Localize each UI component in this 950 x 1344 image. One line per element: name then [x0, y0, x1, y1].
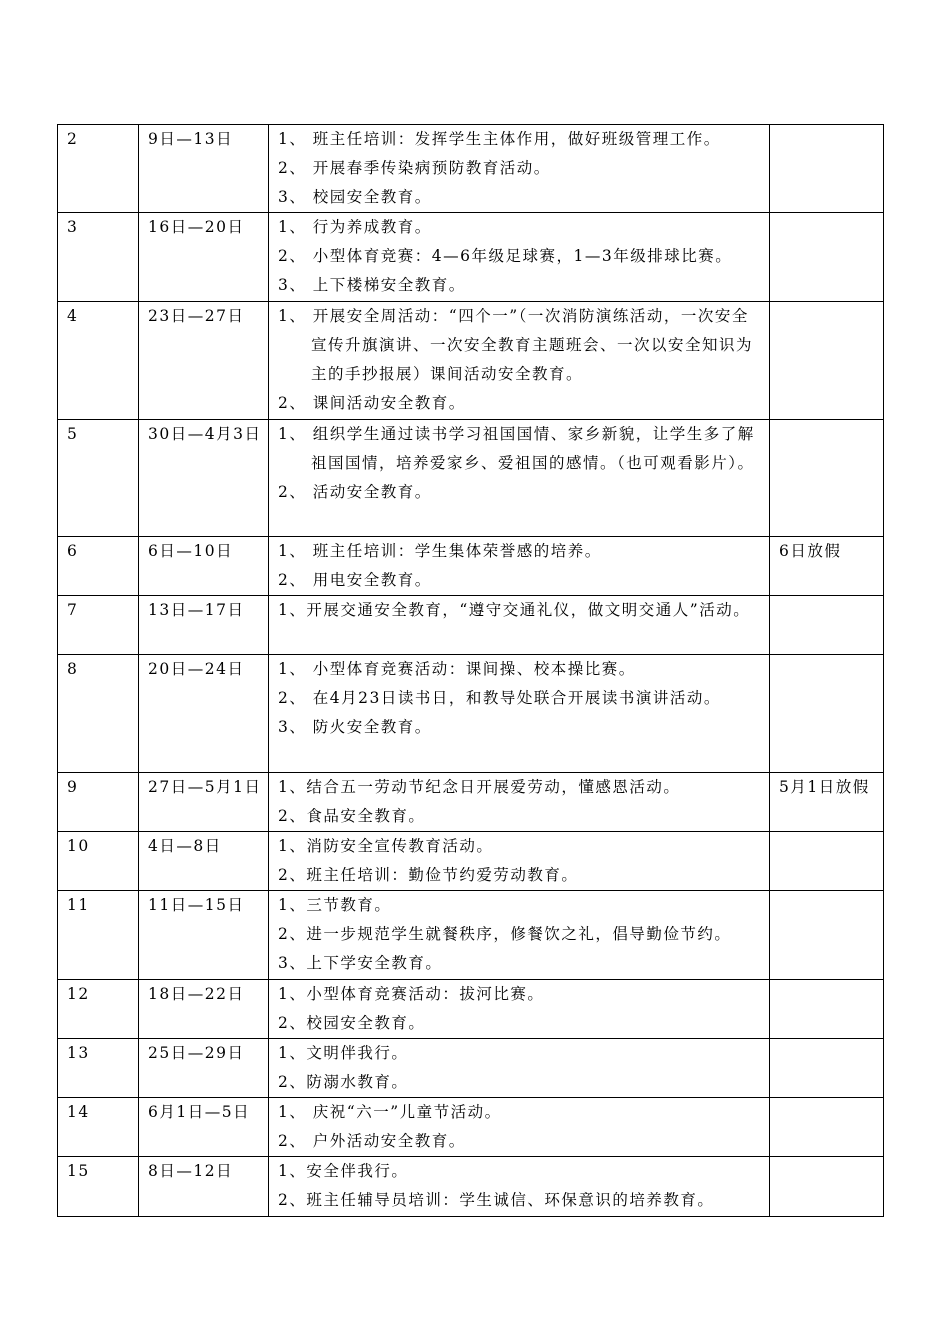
week-cell: 13 — [58, 1039, 139, 1098]
note-cell — [770, 655, 884, 773]
list-item: 2、 开展春季传染病预防教育活动。 — [278, 159, 551, 177]
list-item: 2、 在4月23日读书日，和教导处联合开展读书演讲活动。 — [278, 689, 721, 707]
weekly-plan-table — [57, 124, 884, 1217]
items-cell — [269, 891, 770, 980]
date-cell: 6日—10日 — [139, 537, 269, 596]
note-cell — [770, 832, 884, 891]
table-row — [58, 302, 884, 420]
list-item: 2、班主任辅导员培训：学生诚信、环保意识的培养教育。 — [278, 1191, 715, 1209]
week-cell: 11 — [58, 891, 139, 980]
date-cell: 4日—8日 — [139, 832, 269, 891]
week-cell: 9 — [58, 773, 139, 832]
note-cell — [770, 1157, 884, 1217]
note-cell — [770, 980, 884, 1039]
note-cell — [770, 420, 884, 537]
date-cell: 11日—15日 — [139, 891, 269, 980]
items-cell — [269, 596, 770, 655]
table-row — [58, 980, 884, 1039]
week-cell: 14 — [58, 1098, 139, 1157]
table-row — [58, 537, 884, 596]
items-cell — [269, 537, 770, 596]
list-item: 1、 庆祝“六一”儿童节活动。 — [278, 1103, 502, 1121]
list-item: 1、 开展安全周活动：“四个一”（一次消防演练活动，一次安全宣传升旗演讲、一次安全教育主题班会、一次以安全知识为主的手抄报展）课间活动安全教育。 — [278, 307, 754, 383]
note-cell — [770, 596, 884, 655]
items-cell — [269, 980, 770, 1039]
date-cell: 6月1日—5日 — [139, 1098, 269, 1157]
list-item: 1、文明伴我行。 — [278, 1044, 409, 1062]
list-item: 2、 课间活动安全教育。 — [278, 394, 466, 412]
table-row — [58, 1157, 884, 1217]
list-item: 1、开展交通安全教育，“遵守交通礼仪，做文明交通人”活动。 — [278, 601, 751, 619]
list-item: 3、 校园安全教育。 — [278, 188, 432, 206]
items-cell — [269, 1039, 770, 1098]
note-cell — [770, 302, 884, 420]
list-item: 2、 户外活动安全教育。 — [278, 1132, 466, 1150]
items-cell — [269, 1098, 770, 1157]
list-item: 2、班主任培训：勤俭节约爱劳动教育。 — [278, 866, 579, 884]
items-cell — [269, 213, 770, 302]
week-cell: 10 — [58, 832, 139, 891]
week-cell: 7 — [58, 596, 139, 655]
week-cell: 3 — [58, 213, 139, 302]
table-row — [58, 596, 884, 655]
note-cell — [770, 891, 884, 980]
items-cell — [269, 1157, 770, 1217]
list-item: 1、 行为养成教育。 — [278, 218, 432, 236]
list-item: 1、安全伴我行。 — [278, 1162, 409, 1180]
items-cell — [269, 773, 770, 832]
list-item: 1、 班主任培训：学生集体荣誉感的培养。 — [278, 542, 602, 560]
items-cell — [269, 832, 770, 891]
table-row — [58, 655, 884, 773]
list-item: 1、结合五一劳动节纪念日开展爱劳动，懂感恩活动。 — [278, 778, 681, 796]
week-cell: 4 — [58, 302, 139, 420]
table-row — [58, 213, 884, 302]
table-row — [58, 1098, 884, 1157]
table-row — [58, 773, 884, 832]
week-cell: 15 — [58, 1157, 139, 1217]
items-cell — [269, 125, 770, 213]
note-cell: 6日放假 — [770, 537, 884, 596]
table-row — [58, 125, 884, 213]
list-item: 2、 用电安全教育。 — [278, 571, 432, 589]
list-item: 1、 小型体育竞赛活动：课间操、校本操比赛。 — [278, 660, 636, 678]
note-cell: 5月1日放假 — [770, 773, 884, 832]
items-cell — [269, 302, 770, 420]
list-item: 3、 上下楼梯安全教育。 — [278, 276, 466, 294]
note-cell — [770, 1039, 884, 1098]
list-item: 3、 防火安全教育。 — [278, 718, 432, 736]
list-item: 2、 小型体育竞赛：4—6年级足球赛，1—3年级排球比赛。 — [278, 247, 733, 265]
list-item: 1、消防安全宣传教育活动。 — [278, 837, 494, 855]
list-item: 2、防溺水教育。 — [278, 1073, 409, 1091]
items-cell — [269, 420, 770, 537]
table-row — [58, 1039, 884, 1098]
week-cell: 2 — [58, 125, 139, 213]
date-cell: 25日—29日 — [139, 1039, 269, 1098]
date-cell: 20日—24日 — [139, 655, 269, 773]
table-row — [58, 420, 884, 537]
date-cell: 8日—12日 — [139, 1157, 269, 1217]
date-cell: 27日—5月1日 — [139, 773, 269, 832]
note-cell — [770, 125, 884, 213]
note-cell — [770, 213, 884, 302]
week-cell: 6 — [58, 537, 139, 596]
table-row — [58, 832, 884, 891]
date-cell: 23日—27日 — [139, 302, 269, 420]
list-item: 1、小型体育竞赛活动：拔河比赛。 — [278, 985, 545, 1003]
date-cell: 13日—17日 — [139, 596, 269, 655]
week-cell: 8 — [58, 655, 139, 773]
list-item: 2、校园安全教育。 — [278, 1014, 426, 1032]
date-cell: 9日—13日 — [139, 125, 269, 213]
list-item: 1、 组织学生通过读书学习祖国国情、家乡新貌，让学生多了解祖国国情，培养爱家乡、爱祖国的感情。（也可观看影片）。 — [278, 425, 755, 472]
weekly-plan-body — [58, 125, 884, 1217]
list-item: 2、 活动安全教育。 — [278, 483, 432, 501]
list-item: 1、 班主任培训：发挥学生主体作用，做好班级管理工作。 — [278, 130, 721, 148]
week-cell: 5 — [58, 420, 139, 537]
table-row — [58, 891, 884, 980]
list-item: 1、三节教育。 — [278, 896, 392, 914]
list-item: 2、食品安全教育。 — [278, 807, 426, 825]
note-cell — [770, 1098, 884, 1157]
list-item: 3、上下学安全教育。 — [278, 954, 443, 972]
date-cell: 16日—20日 — [139, 213, 269, 302]
items-cell — [269, 655, 770, 773]
list-item: 2、进一步规范学生就餐秩序，修餐饮之礼，倡导勤俭节约。 — [278, 925, 732, 943]
week-cell: 12 — [58, 980, 139, 1039]
date-cell: 18日—22日 — [139, 980, 269, 1039]
date-cell: 30日—4月3日 — [139, 420, 269, 537]
